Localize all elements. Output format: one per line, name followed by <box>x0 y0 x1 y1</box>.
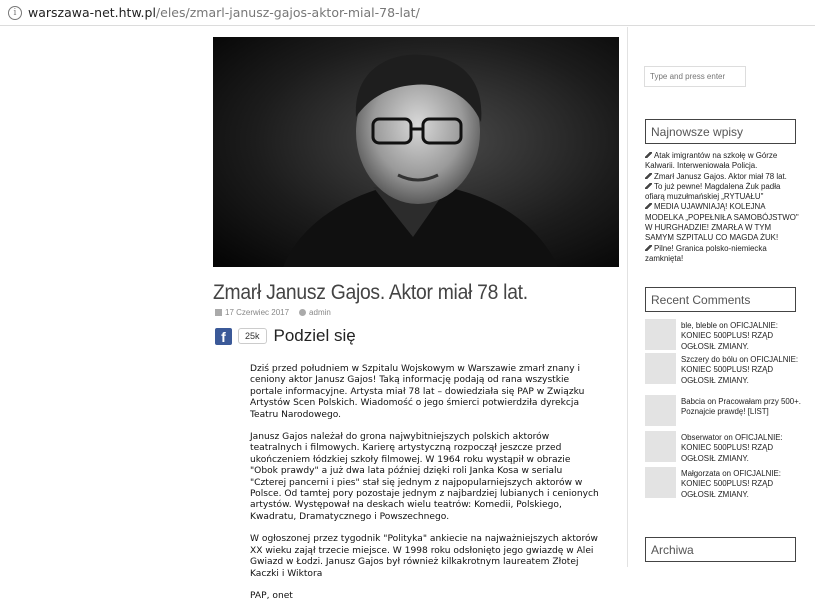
url-host: warszawa-net.htw.pl <box>28 5 156 20</box>
comment-text[interactable]: Obserwator on OFICJALNIE: KONIEC 500PLUS! RZĄD OGŁOSIŁ ZMIANY. <box>681 433 783 463</box>
recent-post-item[interactable] <box>645 182 800 203</box>
page-background-left <box>0 27 198 567</box>
article-photo <box>213 37 619 267</box>
comment-text[interactable]: ble, bleble on OFICJALNIE: KONIEC 500PLUS! RZĄD OGŁOSIŁ ZMIANY. <box>681 321 778 351</box>
article-paragraph: Dziś przed południem w Szpitalu Wojskowym w Warszawie zmarł znany i ceniony aktor Janusz Gajos! Taką informację podają od rana wszystkie portale informacyjne. Artysta miał 78 lat – dowiedziała się PAP w Związku Artystów Scen Polskich. Wiadomość o jego śmierci potwierdziła dyrekcja Teatru Narodowego. <box>250 364 585 420</box>
article-column <box>205 27 623 601</box>
facebook-icon[interactable]: f <box>215 328 232 345</box>
pencil-icon <box>645 203 652 209</box>
recent-post-link[interactable]: Zmarł Janusz Gajos. Aktor miał 78 lat. <box>654 171 787 181</box>
comment-text[interactable]: Małgorzata on OFICJALNIE: KONIEC 500PLUS! RZĄD OGŁOSIŁ ZMIANY. <box>681 469 781 499</box>
recent-post-link[interactable]: To już pewne! Magdalena Żuk padła ofiarą muzułmańskiej „RYTUAŁU" <box>645 181 781 202</box>
avatar <box>645 395 676 426</box>
article-paragraph: Janusz Gajos należał do grona najwybitniejszych polskich aktorów teatralnych i filmowych. Karierę artystyczną rozpoczął jeszcze przed ukończeniem łódzkiej szkoły filmowej. W 1964 roku wystąpił w obrazie "Obok prawdy" a już dwa lata później dzięki roli Janka Kosa w serialu "Czterej pancerni i pies" stał się jednym z najpopularniejszych aktorów w Polsce. Od tamtej pory pozostaje jednym z najbardziej lubianych i cenionych artystów. Występował na deskach wielu teatrów: Komedii, Polskiego, Kwadratu, Dramatycznego i Powszechnego. <box>250 432 599 522</box>
article-title: Zmarł Janusz Gajos. Aktor miał 78 lat. <box>213 281 528 304</box>
recent-post-link[interactable]: MEDIA UJAWNIAJĄ! KOLEJNA MODELKA „POPEŁNIŁA SAMOBÓJSTWO" W HURGHADZIE! ZMARŁA W TYM SAMYM SZPITALU CO MAGDA ŻUK! <box>645 202 799 243</box>
column-divider <box>627 27 628 567</box>
article-source: PAP, onet <box>250 590 293 601</box>
user-icon <box>299 309 306 316</box>
comment-text[interactable]: Babcia on Pracowałam przy 500+. Poznajcie prawdę! [LIST] <box>681 397 801 417</box>
pencil-icon <box>645 152 652 158</box>
page-background-right <box>806 27 815 567</box>
article-author[interactable] <box>299 308 331 317</box>
url-path: /eles/zmarl-janusz-gajos-aktor-mial-78-lat/ <box>155 5 420 20</box>
avatar <box>645 467 676 498</box>
avatar <box>645 319 676 350</box>
share-count: 25k <box>238 328 267 344</box>
pencil-icon <box>645 183 652 189</box>
avatar <box>645 431 676 462</box>
avatar <box>645 353 676 384</box>
sidebar <box>640 27 800 567</box>
address-bar[interactable] <box>0 0 815 26</box>
recent-posts-heading: Najnowsze wpisy <box>645 119 796 144</box>
info-icon[interactable]: i <box>8 6 22 20</box>
recent-posts-list <box>645 151 800 264</box>
calendar-icon <box>215 309 222 316</box>
article-date <box>215 308 289 317</box>
pencil-icon <box>645 173 652 179</box>
date-text: 17 Czerwiec 2017 <box>225 308 290 317</box>
article-meta <box>215 308 331 317</box>
pencil-icon <box>645 245 652 251</box>
recent-post-item[interactable] <box>645 172 800 182</box>
share-button[interactable]: Podziel się <box>273 326 356 345</box>
recent-comments-heading: Recent Comments <box>645 287 796 312</box>
article-paragraph: W ogłoszonej przez tygodnik "Polityka" ankiecie na najważniejszych aktorów XX wieku zajął trzecie miejsce. W 1998 roku odsłonięto jego gwiazdę w Alei Gwiazd w Łodzi. Janusz Gajos był również kilkakrotnym laureatem Złotej Kaczki i Wiktora <box>250 534 598 579</box>
author-text[interactable]: admin <box>309 308 331 317</box>
article-body <box>250 364 600 613</box>
recent-post-item[interactable] <box>645 244 800 265</box>
comment-text[interactable]: Szczery do bólu on OFICJALNIE: KONIEC 500PLUS! RZĄD OGŁOSIŁ ZMIANY. <box>681 355 799 385</box>
share-bar <box>215 326 356 346</box>
recent-post-link[interactable]: Atak imigrantów na szkołę w Górze Kalwarii. Interweniowała Policja. <box>645 151 778 171</box>
recent-post-item[interactable] <box>645 202 800 243</box>
recent-post-item[interactable] <box>645 151 800 172</box>
archive-heading: Archiwa <box>645 537 796 562</box>
search-input[interactable] <box>644 66 746 87</box>
recent-post-link[interactable]: Pilne! Granica polsko-niemiecka zamknięta! <box>645 243 767 263</box>
